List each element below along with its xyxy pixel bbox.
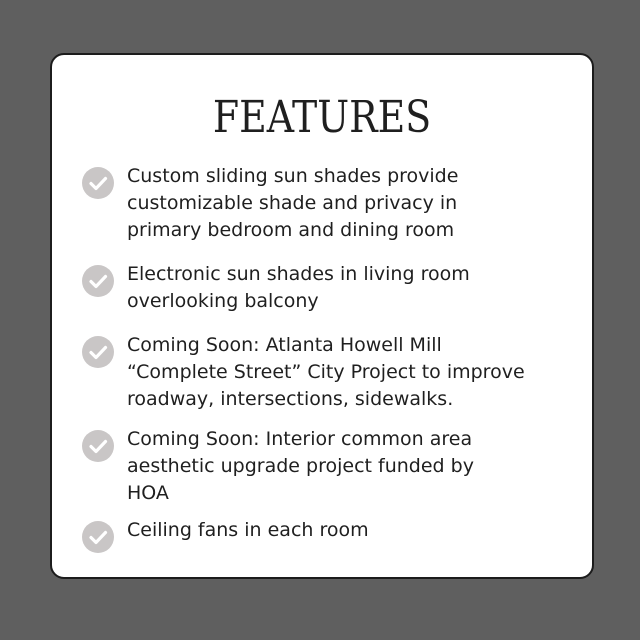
feature-text: Ceiling fans in each room: [127, 519, 369, 541]
feature-text: Coming Soon: Atlanta Howell Mill “Complete Street” City Project to improve roadway, intersections, sidewalks.: [127, 334, 525, 410]
features-card: [50, 53, 594, 579]
check-circle-icon: [82, 167, 114, 199]
check-circle-icon: [82, 430, 114, 462]
check-circle-icon: [82, 521, 114, 553]
check-circle-icon: [82, 265, 114, 297]
feature-text: Coming Soon: Interior common area aesthetic upgrade project funded by HOA: [127, 428, 474, 504]
check-circle-icon: [82, 336, 114, 368]
feature-text: Electronic sun shades in living room overlooking balcony: [127, 263, 470, 312]
features-title: FEATURES: [212, 92, 432, 143]
feature-text: Custom sliding sun shades provide customizable shade and privacy in primary bedroom and dining room: [127, 165, 459, 241]
